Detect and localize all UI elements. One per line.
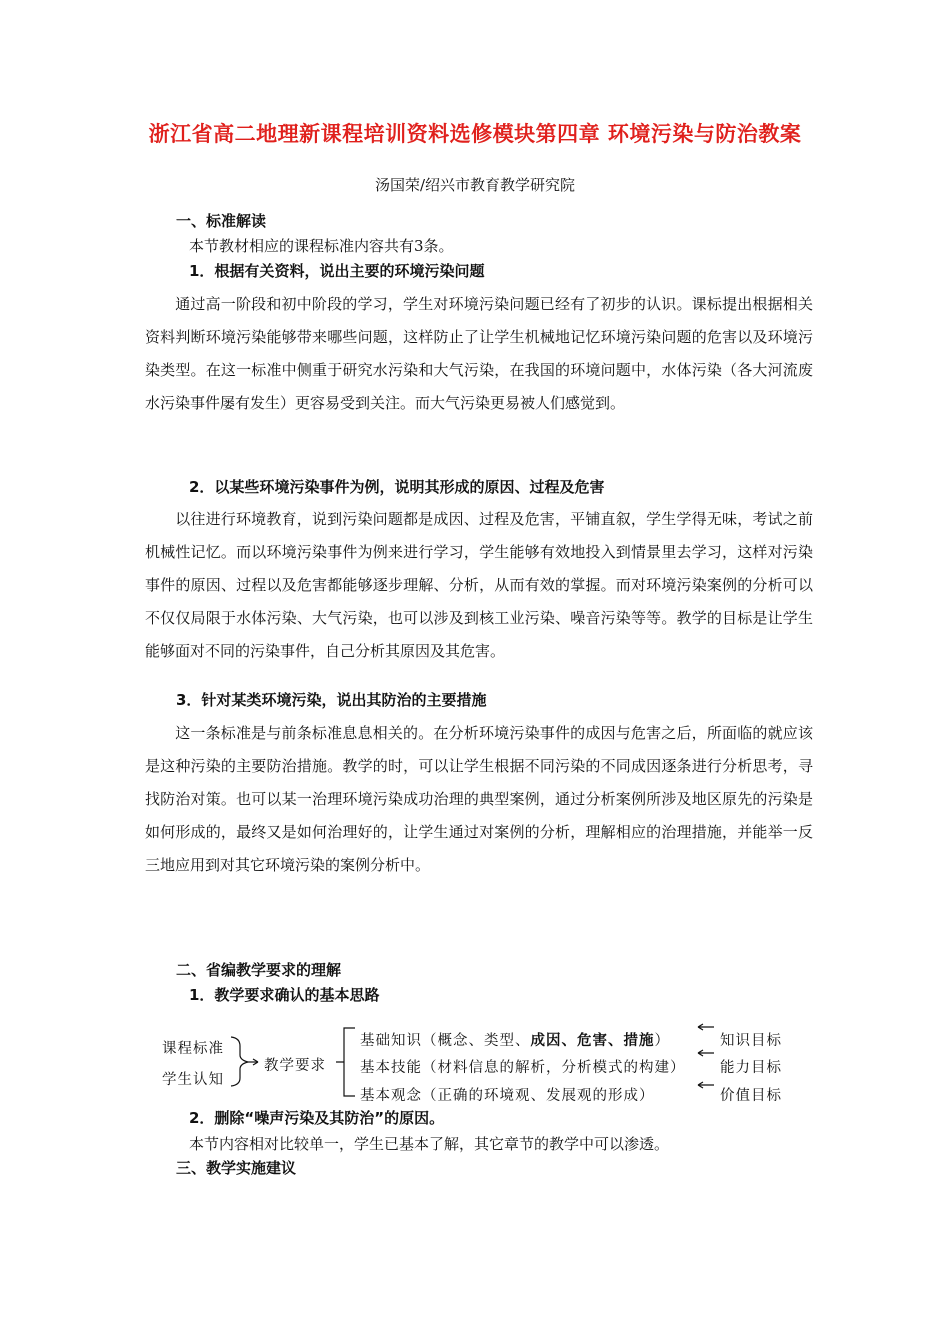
standard-heading-2: 2．以某些环境污染事件为例，说明其形成的原因、过程及危害: [189, 478, 605, 496]
arrow-knowledge: [698, 1024, 714, 1030]
requirement-heading-1: 1．教学要求确认的基本思路: [189, 986, 380, 1004]
diagram-target-value: 价值目标: [720, 1088, 782, 1104]
standard-body-1: 通过高一阶段和初中阶段的学习，学生对环境污染问题已经有了初步的认识。课标提出根据相关资料判断环境污染能够带来哪些问题，这样防止了让学生机械地记忆环境污染问题的危害以及环境污染类型。在这一标准中侧重于研究水污染和大气污染，在我国的环境问题中，水体污染（各大河流废水污染事件屡有发生）更容易受到关注。而大气污染更易被人们感觉到。: [145, 295, 813, 412]
diagram-row-concepts: 基本观念（正确的环境观、发展观的形成）: [360, 1088, 655, 1104]
standard-body-3: 这一条标准是与前条标准息息相关的。在分析环境污染事件的成因与危害之后，所面临的就应该是这种污染的主要防治措施。教学的时，可以让学生根据不同污染的不同成因逐条进行分析思考，寻找防治对策。也可以某一治理环境污染成功治理的典型案例，通过分析案例所涉及地区原先的污染是如何形成的，最终又是如何治理好的，让学生通过对案例的分析，理解相应的治理措施，并能举一反三地应用到对其它环境污染的案例分析中。: [145, 724, 813, 874]
standard-body-2: 以往进行环境教育，说到污染问题都是成因、过程及危害，平铺直叙，学生学得无味，考试之前机械性记忆。而以环境污染事件为例来进行学习，学生能够有效地投入到情景里去学习，这样对污染事件的原因、过程以及危害都能够逐步理解、分析，从而有效的掌握。而对环境污染案例的分析可以不仅仅局限于水体污染、大气污染，也可以涉及到核工业污染、噪音污染等等。教学的目标是让学生能够面对不同的污染事件，自己分析其原因及其危害。: [145, 510, 813, 660]
diagram-teaching-requirement: 教学要求: [264, 1058, 326, 1074]
diagram-row-knowledge: 基础知识（概念、类型、成因、危害、措施）: [360, 1033, 670, 1049]
section-intro: 本节教材相应的课程标准内容共有3条。: [189, 237, 454, 255]
diagram-student-cognition: 学生认知: [162, 1072, 224, 1088]
diagram-target-knowledge: 知识目标: [720, 1033, 782, 1049]
section-heading-1: 一、标准解读: [176, 212, 267, 230]
requirement-heading-2: 2．删除“噪声污染及其防治”的原因。: [189, 1109, 445, 1127]
diagram-row-skills: 基本技能（材料信息的解析，分析模式的构建）: [360, 1060, 686, 1076]
standard-heading-1: 1．根据有关资料，说出主要的环境污染问题: [189, 262, 485, 280]
right-bracket: [336, 1028, 355, 1096]
left-brace: [231, 1037, 248, 1086]
diagram-target-ability: 能力目标: [720, 1060, 782, 1076]
section-heading-2: 二、省编教学要求的理解: [176, 961, 342, 979]
requirement-body-2: 本节内容相对比较单一，学生已基本了解，其它章节的教学中可以渗透。: [189, 1135, 670, 1153]
document-author: 汤国荣/绍兴市教育教学研究院: [374, 176, 576, 194]
section-heading-3: 三、教学实施建议: [176, 1159, 297, 1177]
standard-heading-3: 3．针对某类环境污染，说出其防治的主要措施: [176, 691, 487, 709]
arrow-value: [698, 1082, 714, 1088]
document-title: 浙江省高二地理新课程培训资料选修模块第四章 环境污染与防治教案: [148, 122, 802, 146]
arrow-ability: [698, 1050, 714, 1056]
diagram-curriculum-standard: 课程标准: [162, 1041, 224, 1057]
